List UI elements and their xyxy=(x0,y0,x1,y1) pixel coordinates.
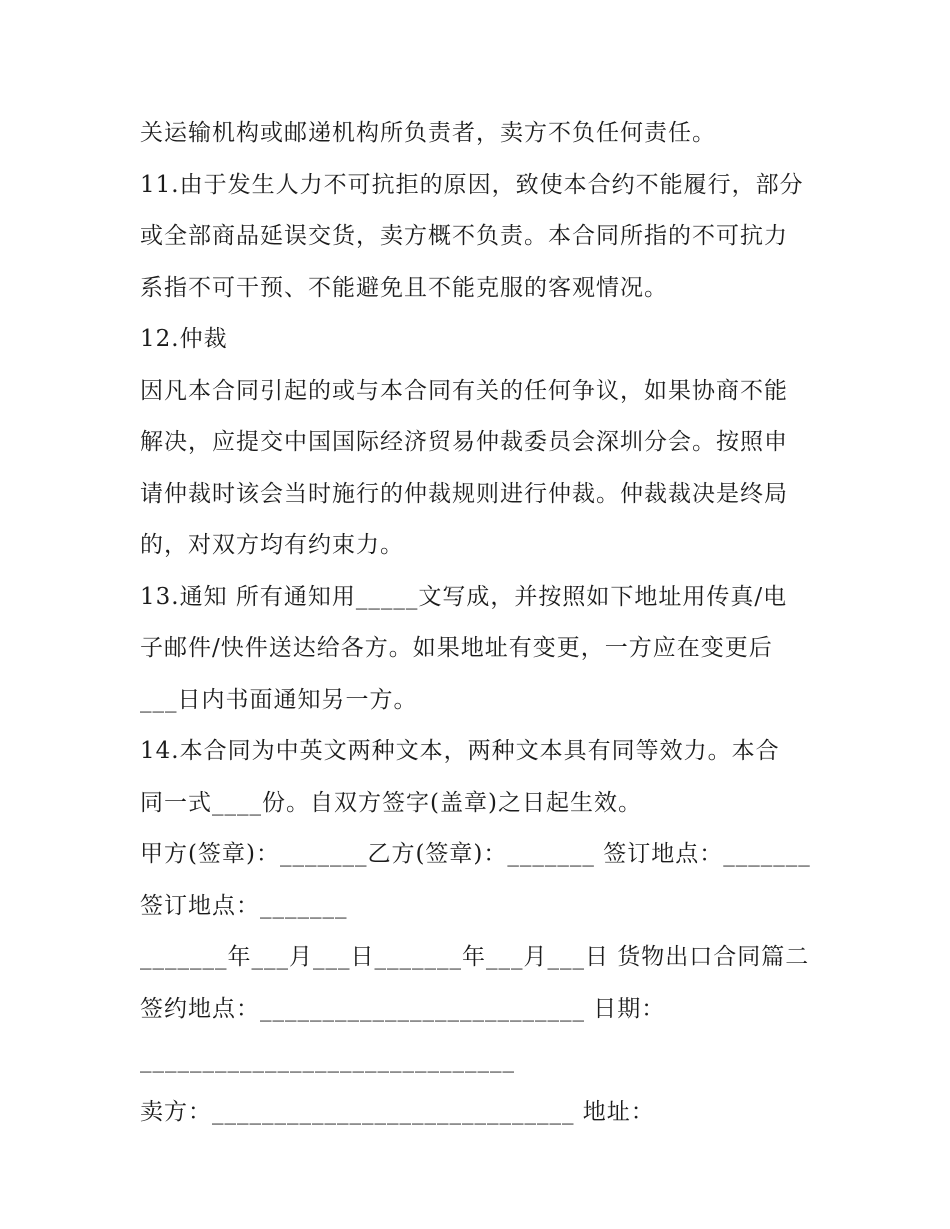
date-line-and-section-title: _______年___月___日_______年___月___日 货物出口合同篇二 xyxy=(140,944,810,970)
text-line-address-change: 子邮件/快件送达给各方。如果地址有变更，一方应在变更后 xyxy=(140,635,773,661)
text-line-binding-award: 的，对双方均有约束力。 xyxy=(140,532,404,558)
clause-11-force-majeure: 11.由于发生人力不可抗拒的原因，致使本合约不能履行，部分 xyxy=(140,171,804,198)
text-line-force-majeure-definition: 系指不可干预、不能避免且不能克服的客观情况。 xyxy=(140,274,668,301)
text-line-written-notice: ___日内书面通知另一方。 xyxy=(140,686,418,713)
text-line-transport-liability: 关运输机构或邮递机构所负责者，卖方不负任何责任。 xyxy=(140,120,716,146)
clause-14-language-versions: 14.本合同为中英文两种文本，两种文本具有同等效力。本合 xyxy=(140,738,780,764)
text-line-copies-effective: 同一式____份。自双方签字(盖章)之日起生效。 xyxy=(140,789,642,816)
clause-12-arbitration-heading: 12.仲裁 xyxy=(140,326,228,352)
clause-13-notices: 13.通知 所有通知用_____文写成，并按照如下地址用传真/电 xyxy=(140,583,788,610)
signing-place-date-line: 签约地点：__________________________ 日期： xyxy=(140,995,666,1022)
text-line-delay: 或全部商品延误交货，卖方概不负责。本合同所指的不可抗力 xyxy=(140,223,788,249)
contract-text-body xyxy=(140,108,820,1138)
text-line-arbitration-commission: 解决，应提交中国国际经济贸易仲裁委员会深圳分会。按照申 xyxy=(140,429,788,455)
signature-line-parties: 甲方(签章)：_______乙方(签章)：_______ 签订地点：_______ xyxy=(140,841,811,867)
signature-line-location: 签订地点：_______ xyxy=(140,892,348,919)
text-line-dispute: 因凡本合同引起的或与本合同有关的任何争议，如果协商不能 xyxy=(140,377,788,404)
seller-address-line: 卖方：_____________________________ 地址： xyxy=(140,1098,655,1125)
text-line-arbitration-rules: 请仲裁时该会当时施行的仲裁规则进行仲裁。仲裁裁决是终局 xyxy=(140,480,788,507)
date-blank-line: ______________________________ xyxy=(140,1047,515,1073)
